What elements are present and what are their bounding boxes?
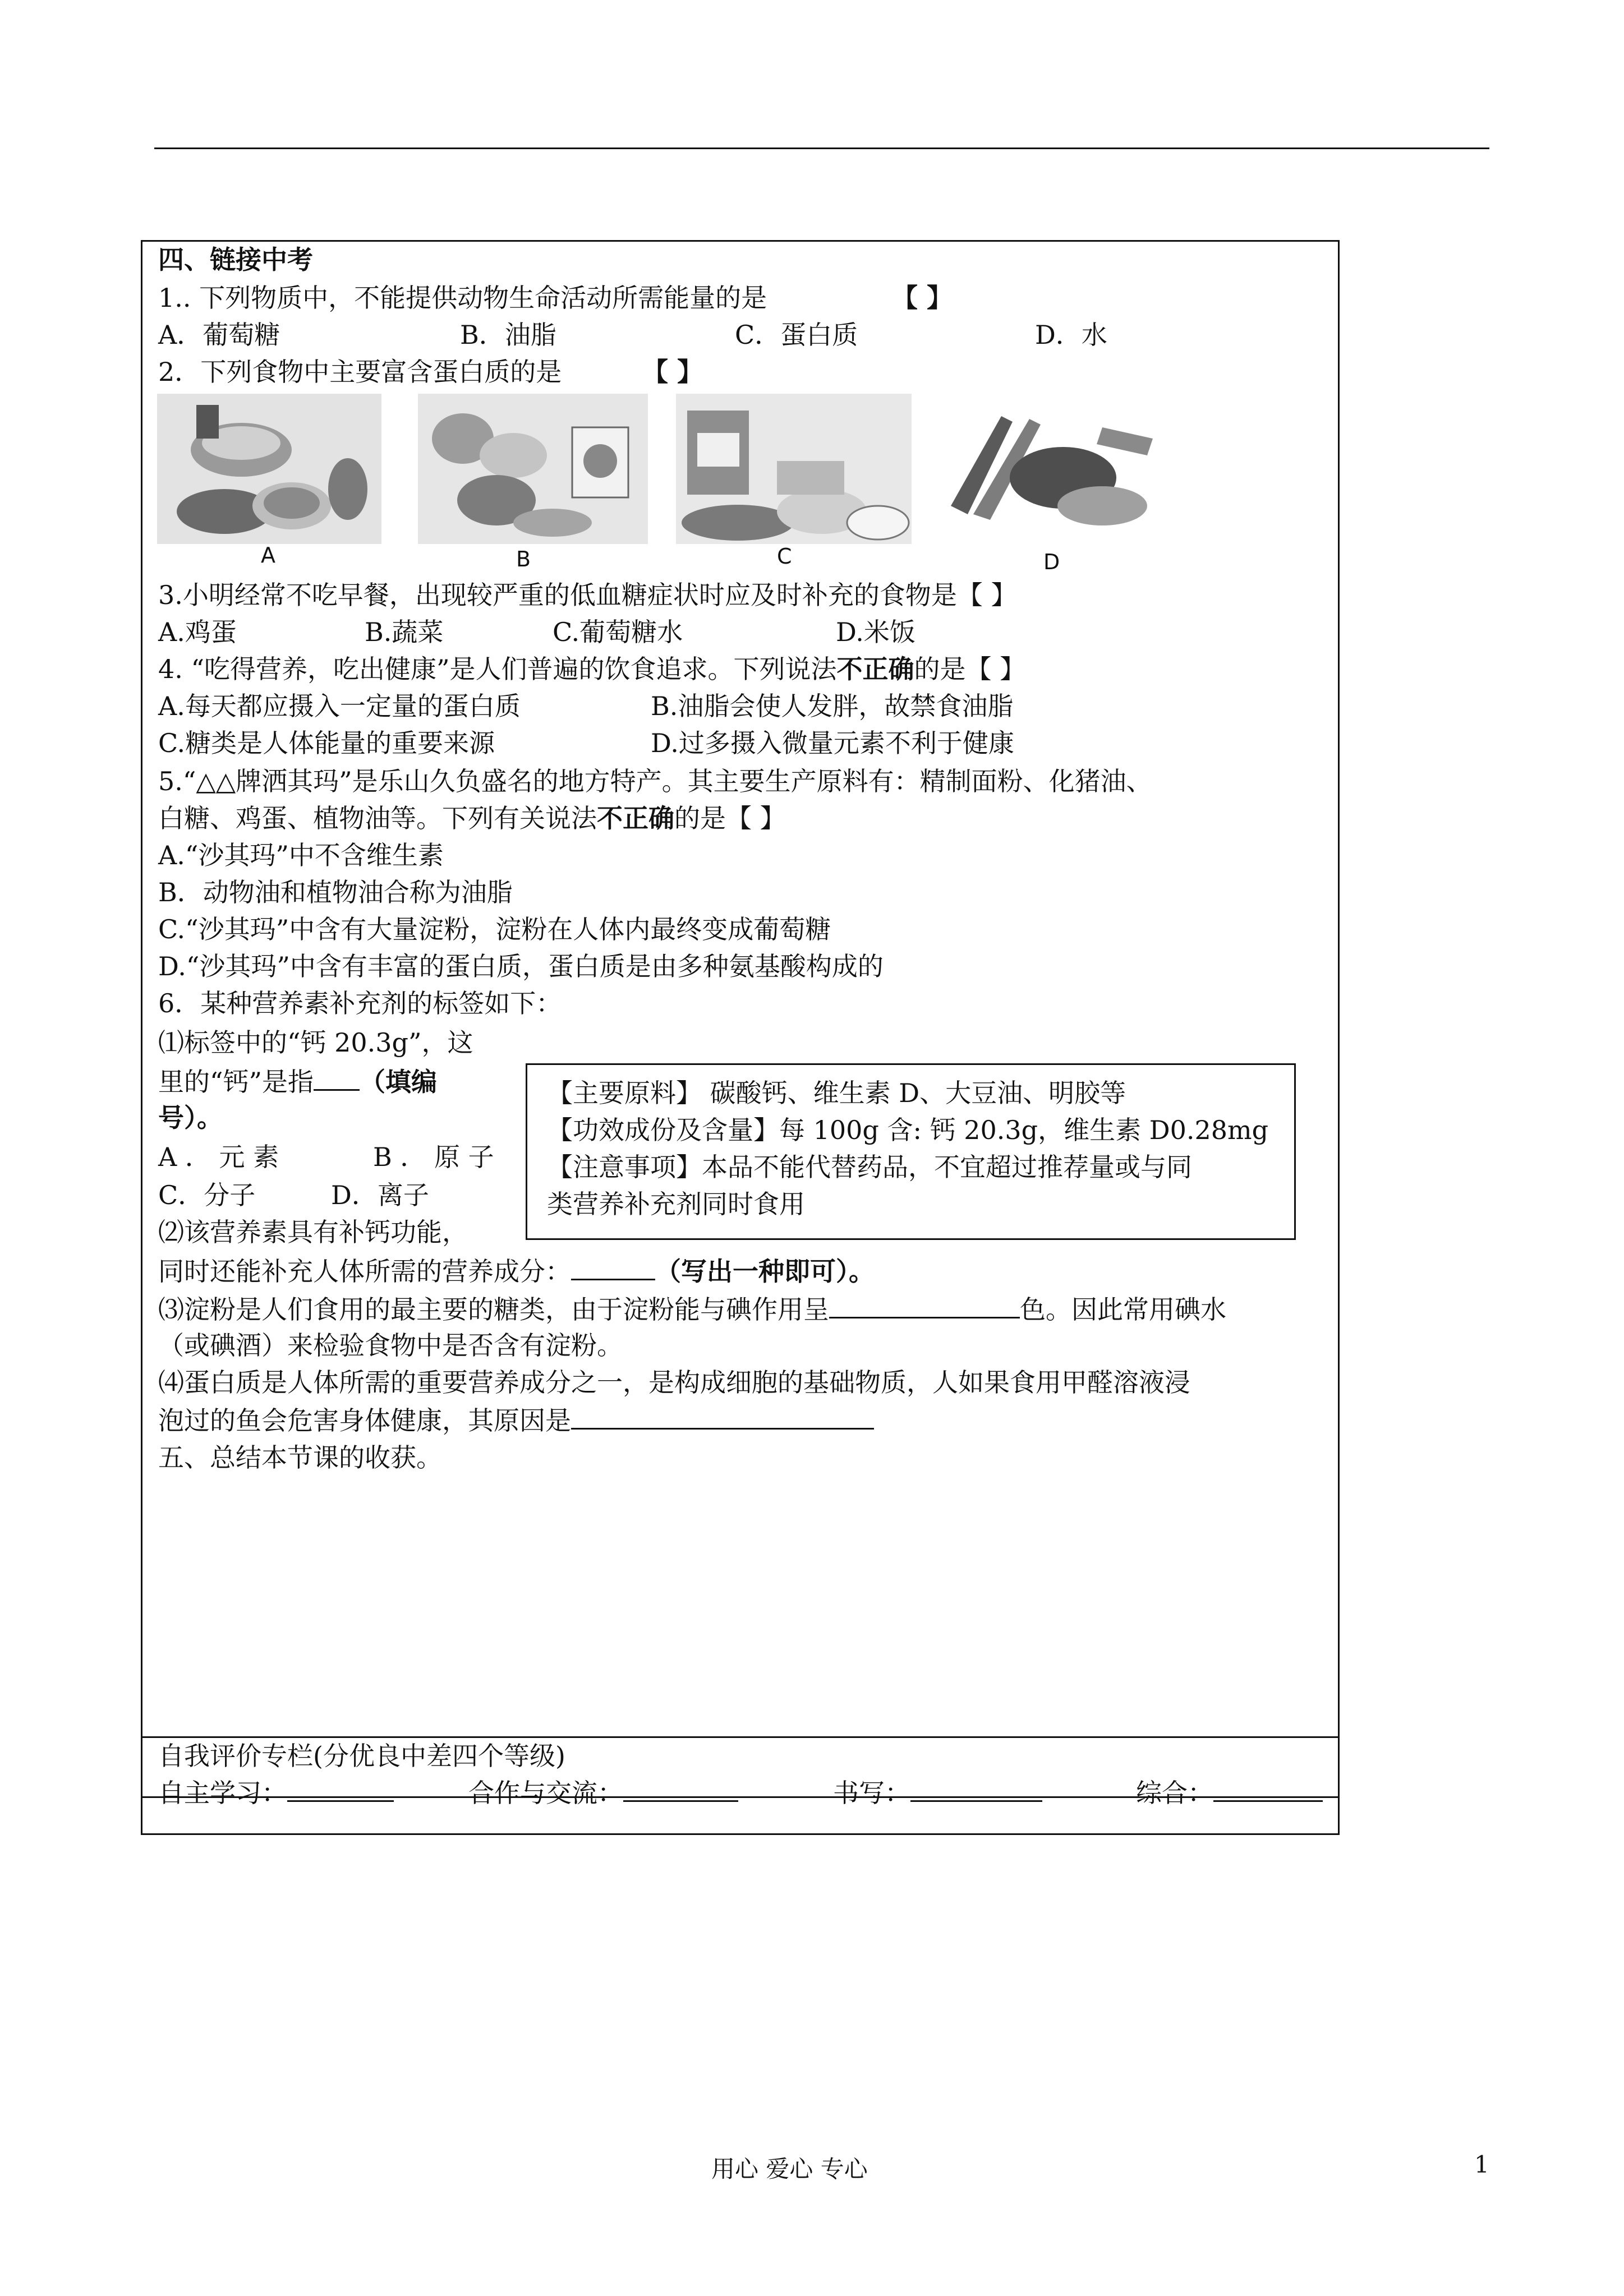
self-eval-study-blank[interactable] <box>287 1776 394 1802</box>
q5-stem-text: 白糖、鸡蛋、植物油等。下列有关说法 <box>158 803 597 833</box>
q6-part1-answer-blank[interactable] <box>314 1064 360 1091</box>
q4-option-c: C.糖类是人体能量的重要来源 <box>158 728 495 758</box>
q3-option-c: C.葡萄糖水 <box>553 617 683 647</box>
q6-part4-line1: ⑷蛋白质是人体所需的重要营养成分之一，是构成细胞的基础物质，人如果食用甲醛溶液浸 <box>158 1367 1190 1398</box>
self-eval-writing-label: 书写： <box>833 1778 910 1808</box>
label-ingredients: 【主要原料】 碳酸钙、维生素 D、大豆油、明胶等 <box>547 1078 1126 1108</box>
q5-stem-line1: 5.“△△牌洒其玛”是乐山久负盛名的地方特产。其主要生产原料有：精制面粉、化猪油、 <box>158 766 1152 796</box>
q5-option-b: B．动物油和植物油合称为油脂 <box>158 877 513 907</box>
q1-option-d: D．水 <box>1035 320 1107 350</box>
q1-answer-bracket: 【 】 <box>892 283 953 313</box>
q6-part2-answer-blank[interactable] <box>571 1254 655 1280</box>
q4-stem <box>158 653 1025 685</box>
self-eval-divider <box>142 1736 1338 1738</box>
q3-stem: 3.小明经常不吃早餐，出现较严重的低血糖症状时应及时补充的食物是【 】 <box>158 580 1017 610</box>
q4-option-b: B.油脂会使人发胖，故禁食油脂 <box>651 691 1014 721</box>
q6-part4-line2 <box>158 1403 874 1437</box>
q3-option-b: B.蔬菜 <box>365 617 444 647</box>
self-eval-title: 自我评价专栏(分优良中差四个等级) <box>158 1741 565 1771</box>
q6-part4-answer-blank[interactable] <box>571 1403 874 1430</box>
q6-part1-text: 里的“钙”是指 <box>158 1067 314 1097</box>
q6-part2-instruction: （写出一种即可）。 <box>655 1256 875 1287</box>
q6-part2-text: 同时还能补充人体所需的营养成分： <box>158 1256 571 1287</box>
q4-stem-text: 4. “吃得营养，吃出健康”是人们普遍的饮食追求。下列说法 <box>158 654 837 684</box>
q1-option-a: A．葡萄糖 <box>158 320 280 350</box>
q2-answer-bracket: 【 】 <box>642 357 703 387</box>
self-eval-overall-blank[interactable] <box>1213 1776 1323 1802</box>
q6-part3-line1 <box>158 1292 1226 1326</box>
self-eval-item-cooperation <box>468 1776 738 1809</box>
q4-stem-emphasis: 不正确 <box>836 654 914 684</box>
q4-option-d: D.过多摄入微量元素不利于健康 <box>651 728 1014 758</box>
self-eval-cooperation-label: 合作与交流： <box>468 1778 623 1808</box>
q6-part1-option-d: D．离子 <box>331 1180 429 1210</box>
q6-part4-text: 泡过的鱼会危害身体健康，其原因是 <box>158 1405 571 1436</box>
q6-part1-option-a: A ． 元 素 <box>158 1142 279 1172</box>
q5-option-d: D.“沙其玛”中含有丰富的蛋白质，蛋白质是由多种氨基酸构成的 <box>158 951 884 981</box>
self-eval-item-overall <box>1136 1776 1323 1809</box>
q5-stem-line2 <box>158 802 786 835</box>
q5-stem-emphasis: 不正确 <box>597 803 674 833</box>
self-eval-study-label: 自主学习： <box>158 1778 287 1808</box>
label-precautions: 【注意事项】本品不能代替药品，不宜超过推荐量或与同 <box>547 1152 1192 1182</box>
q6-part3-line2: （或碘酒）来检验食物中是否含有淀粉。 <box>158 1330 623 1361</box>
q6-part1-instruction: （填编 <box>360 1067 438 1097</box>
food-photo-c <box>676 394 912 544</box>
q3-option-d: D.米饭 <box>836 617 915 647</box>
section-title: 四、链接中考 <box>158 245 313 275</box>
q6-part1-option-c: C．分子 <box>158 1180 256 1210</box>
q6-part2-line2 <box>158 1254 875 1288</box>
food-photo-a-label: A <box>261 543 275 568</box>
self-eval-writing-blank[interactable] <box>910 1776 1042 1802</box>
self-eval-overall-label: 综合： <box>1136 1778 1213 1808</box>
label-nutrition-content: 【功效成份及含量】每 100g 含: 钙 20.3g，维生素 D0.28mg <box>547 1115 1269 1145</box>
page-number: 1 <box>1474 2151 1489 2178</box>
self-eval-item-study <box>158 1776 394 1809</box>
q3-option-a: A.鸡蛋 <box>158 617 237 647</box>
label-precautions-cont: 类营养补充剂同时食用 <box>547 1189 805 1219</box>
q6-part1-line1: ⑴标签中的“钙 20.3g”，这 <box>158 1027 473 1058</box>
footer-motto: 用心 爱心 专心 <box>711 2155 868 2183</box>
food-photo-d <box>934 394 1164 544</box>
q1-option-b: B．油脂 <box>460 320 556 350</box>
q2-stem: 2．下列食物中主要富含蛋白质的是 <box>158 357 562 387</box>
q6-part3-answer-blank[interactable] <box>829 1292 1020 1318</box>
q5-stem-bracket: 的是【 】 <box>674 803 786 833</box>
food-photo-d-label: D <box>1043 550 1060 574</box>
q6-part2-line1: ⑵该营养素具有补钙功能， <box>158 1217 468 1247</box>
self-eval-item-writing <box>833 1776 1042 1809</box>
header-rule <box>154 147 1489 149</box>
q6-stem: 6．某种营养素补充剂的标签如下： <box>158 988 562 1018</box>
food-photo-b <box>418 394 648 544</box>
q6-part1-line3: 号）。 <box>158 1103 223 1133</box>
q4-option-a: A.每天都应摄入一定量的蛋白质 <box>158 691 521 721</box>
q6-part3-text-end: 色。因此常用碘水 <box>1020 1294 1226 1325</box>
q5-option-c: C.“沙其玛”中含有大量淀粉，淀粉在人体内最终变成葡萄糖 <box>158 914 831 944</box>
q1-stem: 1.. 下列物质中，不能提供动物生命活动所需能量的是 <box>158 283 767 313</box>
summary-prompt: 五、总结本节课的收获。 <box>158 1442 442 1473</box>
food-photo-a <box>157 394 381 544</box>
q5-option-a: A.“沙其玛”中不含维生素 <box>158 840 444 870</box>
q4-stem-bracket: 的是【 】 <box>914 654 1026 684</box>
food-photo-b-label: B <box>516 547 531 571</box>
q6-part3-text: ⑶淀粉是人们食用的最主要的糖类，由于淀粉能与碘作用呈 <box>158 1294 829 1325</box>
q1-option-c: C．蛋白质 <box>735 320 858 350</box>
q6-part1-line2 <box>158 1064 437 1098</box>
q6-part1-option-b: B ． 原 子 <box>373 1142 494 1172</box>
food-photo-c-label: C <box>777 544 792 569</box>
self-eval-cooperation-blank[interactable] <box>623 1776 738 1802</box>
